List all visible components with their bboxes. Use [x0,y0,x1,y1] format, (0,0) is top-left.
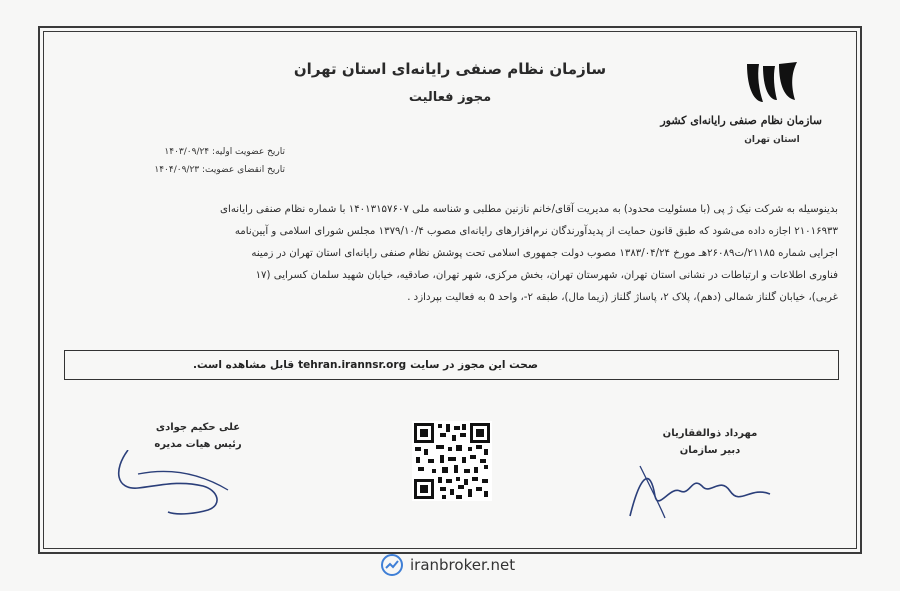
body-line: اجرایی شماره ۲۱۱۸۵/ت۲۶۰۸۹هـ مورخ ۱۳۸۳/۰۴/۲۴ مصوب دولت جمهوری اسلامی تحت پوشش نظام صنفی رایانه‌ای استان تهران در زمینه [251,248,838,259]
header [250,60,650,105]
document-title: مجوز فعالیت [408,90,492,105]
chairman-name: علی حکیم جوادی [155,422,241,433]
verification-box [64,350,839,380]
organization-title: سازمان نظام صنفی رایانه‌ای استان تهران [293,60,607,78]
trend-chart-icon [380,553,404,577]
first-membership-date: ۱۴۰۳/۰۹/۲۴ [164,147,210,157]
first-membership-row [85,143,285,161]
body-line: فناوری اطلاعات و ارتباطات در نشانی استان تهران، شهرستان تهران، بخش مرکزی، شهر تهران، صادقیه، خیابان شهید سلمان کسرایی (۱۷ [255,270,838,281]
logo-emblem-icon [741,60,803,106]
chairman-signature-icon [108,450,278,520]
secretary-name: مهرداد ذوالفقاریان [662,428,758,439]
expiry-row [85,161,285,179]
watermark [380,553,515,577]
logo-province-text: استان تهران [744,135,800,145]
first-membership-label: تاریخ عضویت اولیه: [212,147,285,157]
qr-code-icon[interactable] [412,421,492,501]
verification-prefix: صحت این مجوز در سایت [410,359,538,371]
secretary-signature-block [640,428,780,529]
body-line: ۲۱۰۱۶۹۳۳ اجازه داده می‌شود که طبق قانون حمایت از پدیدآورندگان نرم‌افزارهای رایانه‌ای مصوب ۱۳۷۹/۱۰/۴ مجلس شورای اسلامی و آیین‌نامه [234,226,838,237]
organization-logo [660,60,822,145]
logo-brand-text: سازمان نظام صنفی رایانه‌ای کشور [660,114,822,127]
chairman-signature-block [118,422,278,523]
verification-suffix: قابل مشاهده است. [192,359,295,371]
secretary-role: دبیر سازمان [679,445,741,456]
body-line: غربی)، خیابان گلناز شمالی (دهم)، پلاک ۲، پاساژ گلناز (زیما مال)، طبقه ۲-، واحد ۵ به فعالیت بپردازد . [407,292,838,303]
verification-url[interactable]: tehran.irannsr.org [298,359,407,371]
secretary-signature-icon [620,456,780,526]
expiry-date: ۱۴۰۴/۰۹/۲۳ [154,165,200,175]
license-body [62,199,838,309]
membership-dates [85,143,285,179]
chairman-role: رئیس هیات مدیره [154,439,242,450]
watermark-text: iranbroker.net [410,556,516,574]
body-line: بدینوسیله به شرکت نیک ژ پی (با مسئولیت محدود) به مدیریت آقای/خانم نازنین مطلبی و شناسه ملی ۱۴۰۱۳۱۵۷۶۰۷ با شماره نظام صنفی رایانه‌ای [220,204,838,215]
expiry-label: تاریخ انقضای عضویت: [202,165,285,175]
